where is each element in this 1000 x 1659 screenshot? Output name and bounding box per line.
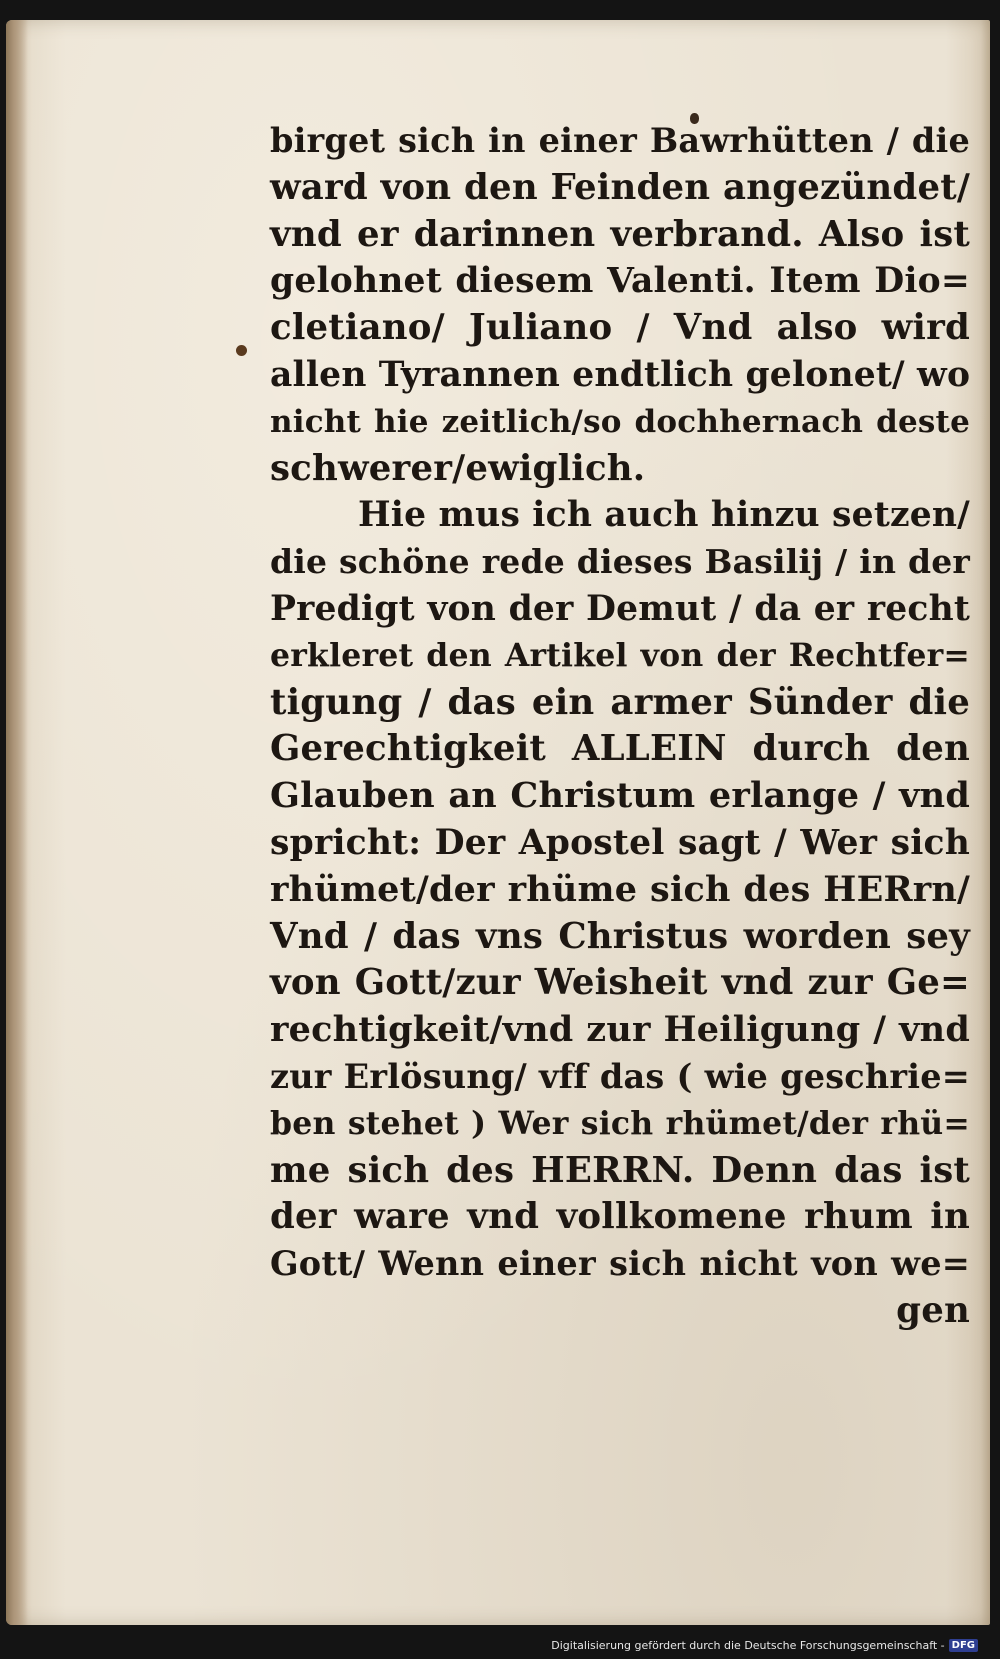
text-line: die schöne rede dieses Basilij / in der — [270, 542, 970, 582]
paragraph-end-line: schwerer/ewiglich. — [270, 447, 646, 489]
text-line: zur Erlösung/ vff das ( wie geschrie= — [270, 1056, 970, 1096]
text-line: vnd er darinnen verbrand. Also ist — [270, 213, 970, 255]
text-line: rechtigkeit/vnd zur Heiligung / vnd — [270, 1009, 970, 1051]
digitization-credit — [551, 1635, 978, 1655]
text-line: ward von den Feinden angezündet/ — [270, 166, 970, 208]
text-line: von Gott/zur Weisheit vnd zur Ge= — [270, 962, 970, 1004]
text-line: Predigt von der Demut / da er recht — [270, 588, 970, 629]
dfg-logo: DFG — [949, 1639, 978, 1652]
credit-text: Digitalisierung gefördert durch die Deutsche Forschungsgemeinschaft - — [551, 1638, 945, 1652]
text-line: gelohnet diesem Valenti. Item Dio= — [270, 261, 970, 302]
text-line: me sich des HERRN. Denn das ist — [270, 1149, 970, 1191]
text-line: allen Tyrannen endtlich gelonet/ wo — [270, 354, 971, 395]
text-line: rhümet/der rhüme sich des HERrn/ — [270, 868, 970, 910]
text-line: der ware vnd vollkomene rhum in — [270, 1196, 970, 1238]
text-line: nicht hie zeitlich/so dochhernach deste — [270, 403, 970, 440]
text-line: tigung / das ein armer Sünder die — [270, 681, 970, 723]
text-line: spricht: Der Apostel sagt / Wer sich — [270, 822, 970, 863]
text-line: ben stehet ) Wer sich rhümet/der rhü= — [270, 1104, 970, 1142]
text-line: Gott/ Wenn einer sich nicht von we= — [270, 1244, 970, 1284]
page-spine-edge — [6, 20, 28, 1625]
text-line: erkleret den Artikel von der Rechtfer= — [270, 636, 970, 674]
paragraph-start-line: Hie mus ich auch hinzu setzen/ — [358, 495, 970, 536]
text-line: cletiano/ Juliano / Vnd also wird — [270, 307, 970, 349]
catchword: gen — [896, 1289, 970, 1331]
text-line: Gerechtigkeit ALLEIN durch den — [270, 728, 970, 770]
text-line: Vnd / das vns Christus worden sey — [270, 915, 970, 957]
margin-mark — [236, 345, 247, 356]
text-line: birget sich in einer Bawrhütten / die — [270, 121, 970, 160]
text-block — [270, 118, 970, 1335]
text-line: Glauben an Christum erlange / vnd — [270, 775, 970, 817]
